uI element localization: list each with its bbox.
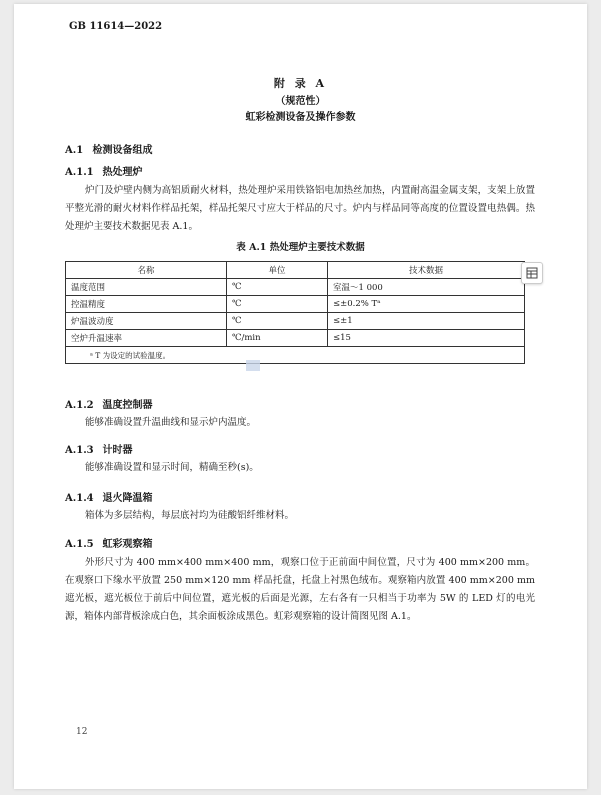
table-view-icon (526, 264, 538, 283)
standard-code: GB 11614—2022 (69, 21, 163, 32)
table-cell: ℃/min (227, 330, 328, 347)
section-title: 检测设备组成 (92, 145, 153, 156)
selection-marker (246, 360, 260, 371)
table-cell: 炉温波动度 (66, 313, 227, 330)
spec-table (65, 261, 525, 364)
table-cell: ≤±0.2% Tᵃ (328, 296, 525, 313)
table-row (66, 296, 525, 313)
table-cell: 室温～1 000 (328, 279, 525, 296)
column-header: 名称 (66, 262, 227, 279)
appendix-name: 虹彩检测设备及操作参数 (245, 112, 356, 123)
section-a15-heading (65, 535, 152, 550)
section-a13-heading (65, 441, 132, 456)
appendix-subtitle: （规范性） (275, 96, 326, 107)
section-title: 计时器 (102, 445, 133, 456)
column-header: 技术数据 (328, 262, 525, 279)
table-note: ᵃ T 为设定的试验温度。 (66, 347, 525, 364)
paragraph-a12: 能够准确设置升温曲线和显示炉内温度。 (85, 417, 257, 428)
table-row (66, 279, 525, 296)
table-row (66, 330, 525, 347)
paragraph-a15: 外形尺寸为 400 mm×400 mm×400 mm，观察口位于正前面中间位置，尺寸为 400 mm×200 mm。在观察口下缘水平放置 250 mm×120 mm 样品托盘，托盘上衬黑色绒布。观察箱内放置 400 mm×200 mm 遮光板，遮光板位于前后中间位置，遮光板的后面是光源，左右各有一只相当于功率为 5W 的 LED 灯的电光源，箱体内部背板涂成白色，其余面板涂成黑色。虹彩观察箱的设计简图见图 A.1。 (65, 557, 535, 622)
section-a14-heading (65, 489, 152, 504)
section-a11-heading (65, 163, 142, 178)
section-number: A.1.2 (65, 400, 94, 411)
section-title: 退火降温箱 (102, 493, 153, 504)
paragraph-a11: 炉门及炉壁内侧为高铝质耐火材料，热处理炉采用铁铬铝电加热丝加热，内置耐高温金属支架，支架上放置平整光滑的耐火材料作样品托架，样品托架尺寸应大于样品的尺寸。炉内与样品同等高度的位置设置电热偶。热处理炉主要技术数据见表 A.1。 (65, 185, 535, 232)
paragraph-a13: 能够准确设置和显示时间，精确至秒(s)。 (85, 462, 259, 473)
table-cell: ≤±1 (328, 313, 525, 330)
table-row (66, 313, 525, 330)
table-caption: 表 A.1 热处理炉主要技术数据 (236, 242, 365, 253)
table-header-row (66, 262, 525, 279)
section-number: A.1.5 (65, 539, 94, 550)
table-cell: ℃ (227, 296, 328, 313)
section-a12-heading (65, 396, 152, 411)
column-header: 单位 (227, 262, 328, 279)
appendix-title: 附 录 A (273, 77, 328, 90)
table-cell: 空炉升温速率 (66, 330, 227, 347)
section-number: A.1.4 (65, 493, 94, 504)
table-cell: 温度范围 (66, 279, 227, 296)
section-number: A.1 (65, 145, 84, 156)
section-title: 热处理炉 (102, 167, 143, 178)
section-title: 虹彩观察箱 (102, 539, 153, 550)
table-cell: ≤15 (328, 330, 525, 347)
table-cell: 控温精度 (66, 296, 227, 313)
table-cell: ℃ (227, 313, 328, 330)
table-view-button[interactable] (521, 262, 543, 284)
section-number: A.1.1 (65, 167, 94, 178)
section-title: 温度控制器 (102, 400, 153, 411)
section-number: A.1.3 (65, 445, 94, 456)
table-note-row (66, 347, 525, 364)
table-cell: ℃ (227, 279, 328, 296)
document-page (14, 4, 587, 789)
section-a1-heading (65, 141, 152, 156)
paragraph-a14: 箱体为多层结构，每层底衬均为硅酸铝纤维材料。 (85, 510, 295, 521)
page-number: 12 (76, 727, 88, 737)
